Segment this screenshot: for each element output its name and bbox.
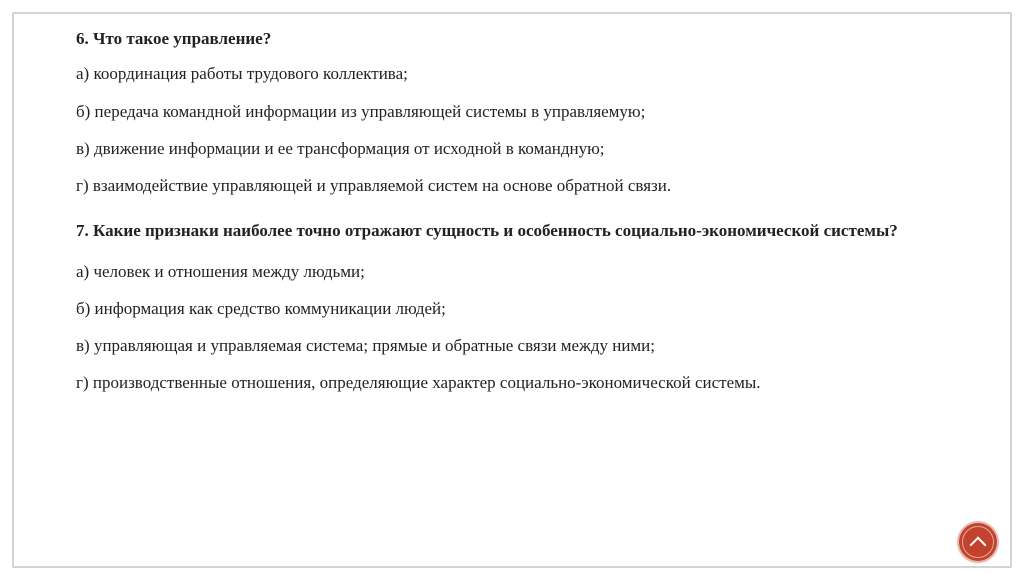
question-7-answer-d: г) производственные отношения, определяющие характер социально-экономической системы. [76, 373, 761, 393]
question-7-answer-a: а) человек и отношения между людьми; [76, 261, 365, 281]
question-6-title: 6. Что такое управление? [76, 29, 272, 48]
question-6-answer-c: в) движение информации и ее трансформация от исходной в командную; [76, 138, 605, 158]
slide-content [76, 20, 949, 410]
slide-border-left [12, 12, 14, 568]
question-6-answer-d: г) взаимодействие управляющей и управляемой систем на основе обратной связи. [76, 176, 672, 195]
slide-border-top [12, 12, 1012, 14]
question-6-answer-b: б) передача командной информации из управляющей системы в управляемую; [76, 101, 646, 121]
question-7-title: 7. Какие признаки наиболее точно отражают сущность и особенность социально-экономической системы? [76, 221, 898, 241]
question-7-answer-b: б) информация как средство коммуникации людей; [76, 298, 446, 318]
question-7-answer-c: в) управляющая и управляемая система; прямые и обратные связи между ними; [76, 336, 656, 355]
question-6-answer-a: а) координация работы трудового коллектива; [76, 64, 408, 84]
scroll-up-button[interactable] [959, 523, 997, 561]
slide-border-bottom [12, 566, 1012, 568]
slide-border-right [1010, 12, 1012, 568]
